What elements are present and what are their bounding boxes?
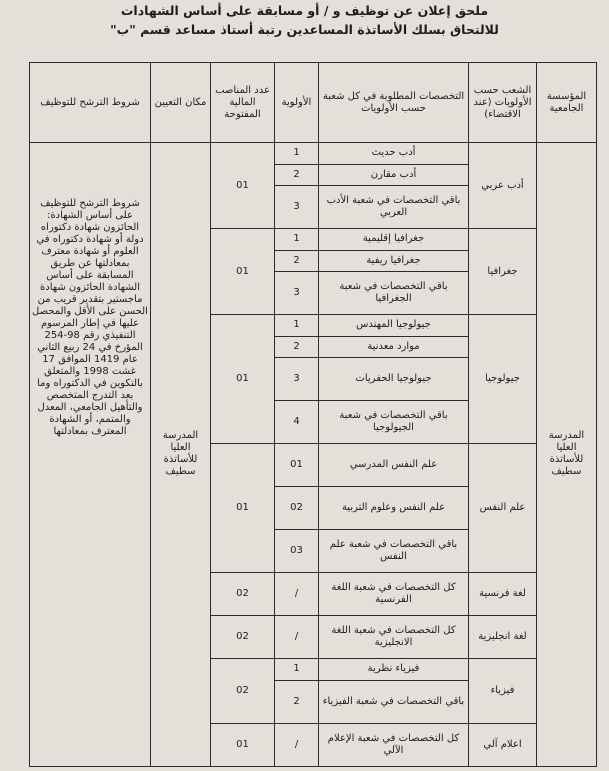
priority-cell: 1 bbox=[275, 315, 319, 337]
priority-cell: 2 bbox=[275, 164, 319, 186]
institution-cell: المدرسة العليا للأساتذة سطيف bbox=[537, 143, 597, 767]
branch-cell: لغة انجليزية bbox=[469, 616, 537, 659]
priority-cell: 02 bbox=[275, 487, 319, 530]
branch-cell: جغرافيا bbox=[469, 229, 537, 315]
posts-cell: 01 bbox=[211, 229, 275, 315]
posts-cell: 01 bbox=[211, 723, 275, 766]
priority-cell: 2 bbox=[275, 250, 319, 272]
specialty-cell: كل التخصصات في شعبة اللغة الانجليزية bbox=[319, 616, 469, 659]
posts-cell: 02 bbox=[211, 659, 275, 724]
col-header-posts: عدد المناصب المالية المفتوحة bbox=[211, 63, 275, 143]
specialty-cell: باقي التخصصات في شعبة الجغرافيا bbox=[319, 272, 469, 315]
branch-cell: جيولوجيا bbox=[469, 315, 537, 444]
specialty-cell: موارد معدنية bbox=[319, 336, 469, 358]
priority-cell: 01 bbox=[275, 444, 319, 487]
specialty-cell: كل التخصصات في شعبة اللغة الفرنسية bbox=[319, 573, 469, 616]
priority-cell: 4 bbox=[275, 401, 319, 444]
posts-cell: 01 bbox=[211, 315, 275, 444]
priority-cell: 2 bbox=[275, 680, 319, 723]
priority-cell: 3 bbox=[275, 358, 319, 401]
specialty-cell: أدب حديث bbox=[319, 143, 469, 165]
specialty-cell: باقي التخصصات في شعبة الجيولوجيا bbox=[319, 401, 469, 444]
priority-cell: 2 bbox=[275, 336, 319, 358]
recruitment-table bbox=[29, 62, 597, 767]
header-line-2: للالتحاق بسلك الأساتذة المساعدين رتبة أستاذ مساعد قسم "ب" bbox=[110, 22, 499, 37]
header-line-1: ملحق إعلان عن توظيف و / أو مسابقة على أساس الشهادات bbox=[120, 3, 489, 18]
priority-cell: 1 bbox=[275, 229, 319, 251]
col-header-specialties: التخصصات المطلوبة في كل شعبة حسب الأولويات bbox=[319, 63, 469, 143]
branch-cell: أدب عربي bbox=[469, 143, 537, 229]
specialty-cell: جغرافيا ريفية bbox=[319, 250, 469, 272]
priority-cell: 3 bbox=[275, 272, 319, 315]
specialty-cell: جيولوجيا المهندس bbox=[319, 315, 469, 337]
branch-cell: علم النفس bbox=[469, 444, 537, 573]
posts-cell: 01 bbox=[211, 143, 275, 229]
specialty-cell: باقي التخصصات في شعبة علم النفس bbox=[319, 530, 469, 573]
specialty-cell: جيولوجيا الحفريات bbox=[319, 358, 469, 401]
col-header-location: مكان التعيين bbox=[151, 63, 211, 143]
posts-cell: 01 bbox=[211, 444, 275, 573]
priority-cell: 03 bbox=[275, 530, 319, 573]
specialty-cell: جغرافيا إقليمية bbox=[319, 229, 469, 251]
conditions-cell: شروط الترشح للتوظيف على أساس الشهادة: الحائزون شهادة دكتوراه دولة أو شهادة دكتوراه في العلوم أو شهادة معترف بمعادلتها عن طريق المسابقة على أساس الشهادة الحائزون شهادة ماجستير بتقدير قريب من الحسن على الأقل والمحصل عليها في إطار المرسوم التنفيذي رقم 98-254 المؤرخ في 24 ربيع الثاني عام 1419 الموافق 17 غشت 1998 والمتعلق بالتكوين في الدكتوراه وما بعد التدرج المتخصص والتأهيل الجامعي، المعدل والمتمم، أو الشهادة المعترف بمعادلتها bbox=[30, 143, 151, 767]
priority-cell: 3 bbox=[275, 186, 319, 229]
branch-cell: فيزياء bbox=[469, 659, 537, 724]
col-header-priority: الأولوية bbox=[275, 63, 319, 143]
specialty-cell: فيزياء نظرية bbox=[319, 659, 469, 681]
priority-cell: 1 bbox=[275, 659, 319, 681]
location-cell: المدرسة العليا للأساتذة سطيف bbox=[151, 143, 211, 767]
announcement-header bbox=[0, 0, 609, 39]
table-header-row bbox=[30, 63, 597, 143]
specialty-cell: باقي التخصصات في شعبة الأدب العربي bbox=[319, 186, 469, 229]
specialty-cell: كل التخصصات في شعبة الإعلام الآلي bbox=[319, 723, 469, 766]
branch-cell: لغة فرنسية bbox=[469, 573, 537, 616]
col-header-conditions: شروط الترشح للتوظيف bbox=[30, 63, 151, 143]
priority-cell: 1 bbox=[275, 143, 319, 165]
branch-cell: اعلام آلي bbox=[469, 723, 537, 766]
priority-cell: / bbox=[275, 616, 319, 659]
priority-cell: / bbox=[275, 573, 319, 616]
posts-cell: 02 bbox=[211, 573, 275, 616]
specialty-cell: أدب مقارن bbox=[319, 164, 469, 186]
col-header-branch: الشعب حسب الأولويات (عند الاقتضاء) bbox=[469, 63, 537, 143]
table-row bbox=[30, 143, 597, 165]
specialty-cell: علم النفس وعلوم التربية bbox=[319, 487, 469, 530]
specialty-cell: علم النفس المدرسي bbox=[319, 444, 469, 487]
specialty-cell: باقي التخصصات في شعبة الفيزياء bbox=[319, 680, 469, 723]
posts-cell: 02 bbox=[211, 616, 275, 659]
col-header-institution: المؤسسة الجامعية bbox=[537, 63, 597, 143]
priority-cell: / bbox=[275, 723, 319, 766]
